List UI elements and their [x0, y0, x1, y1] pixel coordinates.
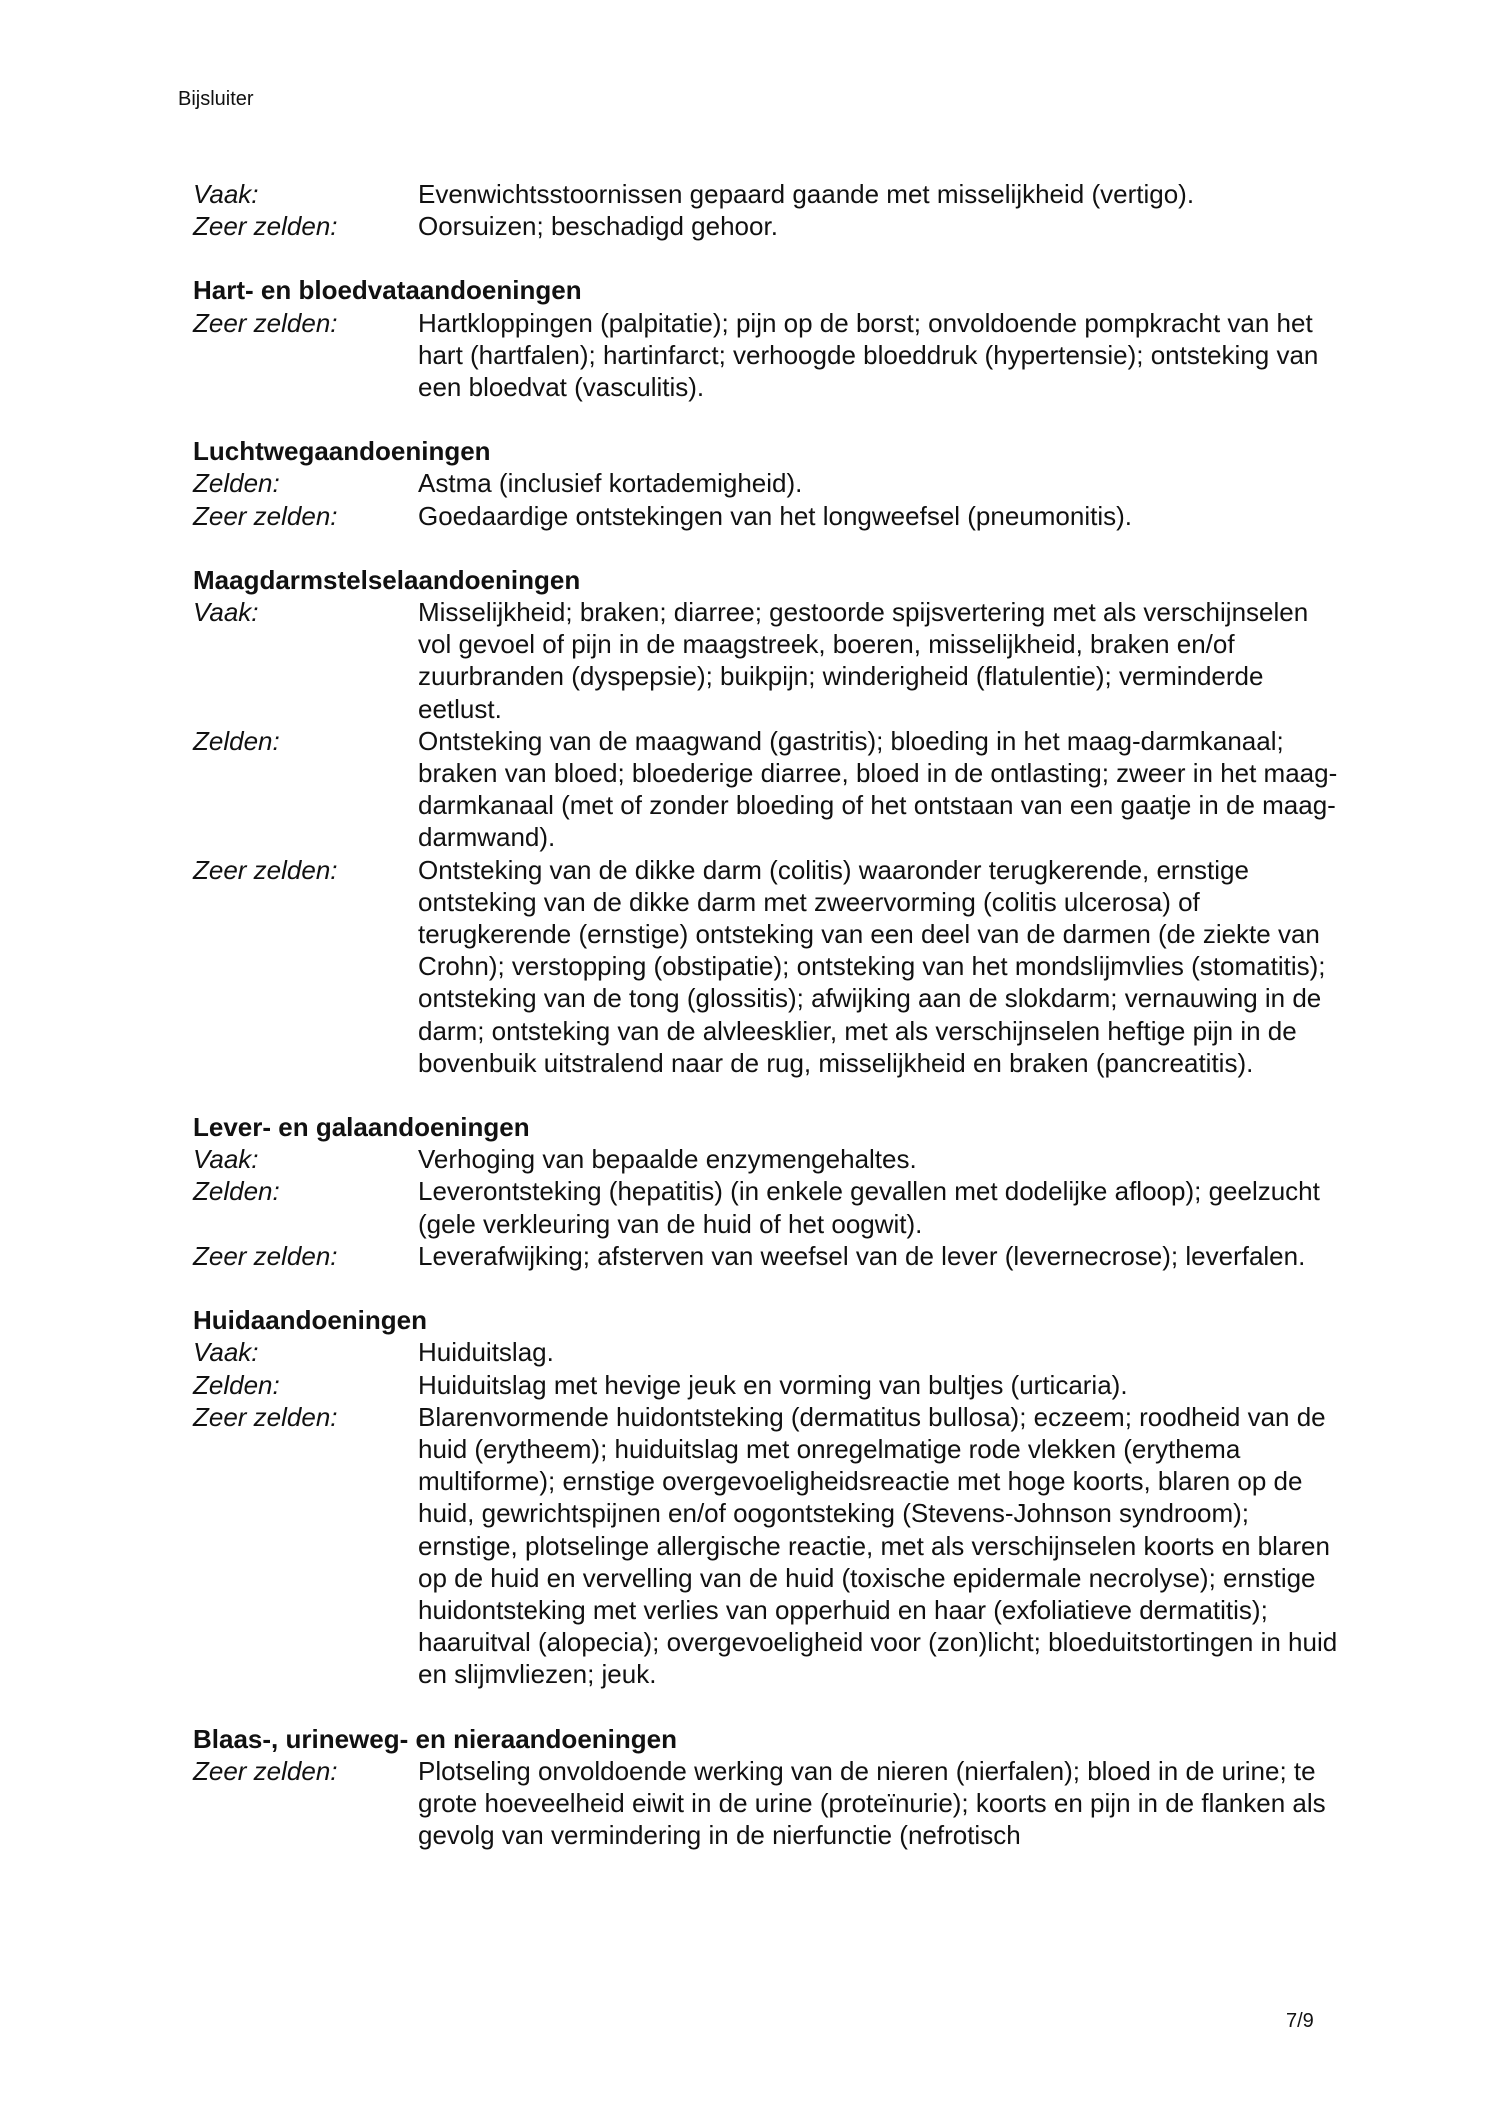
frequency-label: Zeer zelden: — [193, 1755, 338, 1786]
frequency-label: Vaak: — [193, 1144, 259, 1175]
list-item — [193, 500, 1343, 532]
section-heading: Hart- en bloedvataandoeningen — [193, 275, 582, 306]
section-kidney — [193, 1723, 1343, 1852]
frequency-label: Zeer zelden: — [193, 1240, 338, 1271]
effect-description: Leverafwijking; afsterven van weefsel van de lever (levernecrose); leverfalen. — [418, 1240, 1306, 1271]
effect-description: Goedaardige ontstekingen van het longweefsel (pneumonitis). — [418, 500, 1133, 531]
effect-description: Oorsuizen; beschadigd gehoor. — [418, 211, 778, 242]
list-item — [193, 1143, 1343, 1175]
effect-description: Misselijkheid; braken; diarree; gestoorde spijsvertering met als verschijnselen vol gevoel of pijn in de maagstreek, boeren, misselijkheid, braken en/of zuurbranden (dyspepsie); buikpijn; winderigheid (flatulentie); verminderde eetlust. — [418, 597, 1309, 724]
frequency-label: Zeer zelden: — [193, 307, 338, 338]
section-heart — [193, 274, 1343, 403]
section-skin — [193, 1304, 1343, 1690]
frequency-label: Vaak: — [193, 597, 259, 628]
section-heading: Huidaandoeningen — [193, 1305, 427, 1336]
list-item — [193, 1240, 1343, 1272]
list-item — [193, 467, 1343, 499]
frequency-label: Zelden: — [193, 468, 280, 499]
list-item — [193, 178, 1343, 210]
effect-description: Huiduitslag met hevige jeuk en vorming van bultjes (urticaria). — [418, 1369, 1128, 1400]
frequency-label: Zelden: — [193, 725, 280, 756]
page-header: Bijsluiter — [178, 88, 254, 110]
list-item — [193, 1369, 1343, 1401]
list-item — [193, 1755, 1343, 1852]
effect-description: Blarenvormende huidontsteking (dermatitus bullosa); eczeem; roodheid van de huid (erytheem); huiduitslag met onregelmatige rode vlekken (erythema multiforme); ernstige overgevoeligheidsreactie met hoge koorts, blaren op de huid, gewrichtspijnen en/of oogontsteking (Stevens-Johnson syndroom); ernstige, plotselinge allergische reactie, met als verschijnselen koorts en blaren op de huid en vervelling van de huid (toxische epidermale necrolyse); ernstige huidontsteking met verlies van opperhuid en haar (exfoliatieve dermatitis); haaruitval (alopecia); overgevoeligheid voor (zon)licht; bloeduitstortingen in huid en slijmvliezen; jeuk. — [418, 1401, 1338, 1690]
section-heading: Blaas-, urineweg- en nieraandoeningen — [193, 1723, 677, 1754]
effect-description: Evenwichtsstoornissen gepaard gaande met misselijkheid (vertigo). — [418, 179, 1195, 209]
section-respiratory — [193, 435, 1343, 532]
list-item — [193, 854, 1343, 1079]
section-liver — [193, 1111, 1343, 1272]
frequency-label: Vaak: — [193, 179, 259, 209]
list-item — [193, 596, 1343, 725]
list-item — [193, 1401, 1343, 1691]
document-body — [193, 178, 1343, 1883]
list-item — [193, 1336, 1343, 1368]
effect-description: Plotseling onvoldoende werking van de nieren (nierfalen); bloed in de urine; te grote hoeveelheid eiwit in de urine (proteïnurie); koorts en pijn in de flanken als gevolg van vermindering in de nierfunctie (nefrotisch — [418, 1755, 1326, 1851]
list-item — [193, 725, 1343, 854]
section-gastrointestinal — [193, 564, 1343, 1079]
list-item — [193, 210, 1343, 242]
frequency-label: Zelden: — [193, 1369, 280, 1400]
section-heading: Lever- en galaandoeningen — [193, 1112, 530, 1143]
effect-description: Huiduitslag. — [418, 1337, 554, 1368]
list-item — [193, 307, 1343, 404]
frequency-label: Zelden: — [193, 1176, 280, 1207]
page-number: 7/9 — [1286, 2010, 1314, 2032]
frequency-label: Zeer zelden: — [193, 854, 338, 885]
frequency-label: Vaak: — [193, 1337, 259, 1368]
frequency-label: Zeer zelden: — [193, 500, 338, 531]
effect-description: Astma (inclusief kortademigheid). — [418, 468, 803, 499]
section-heading: Maagdarmstelselaandoeningen — [193, 564, 581, 595]
effect-description: Leverontsteking (hepatitis) (in enkele gevallen met dodelijke afloop); geelzucht (gele verkleuring van de huid of het oogwit). — [418, 1176, 1320, 1239]
list-item — [193, 1175, 1343, 1239]
effect-description: Ontsteking van de dikke darm (colitis) waaronder terugkerende, ernstige ontsteking van de dikke darm met zweervorming (colitis ulcerosa) of terugkerende (ernstige) ontsteking van een deel van de darmen (de ziekte van Crohn); verstopping (obstipatie); ontsteking van het mondslijmvlies (stomatitis); ontsteking van de tong (glossitis); afwijking aan de slokdarm; vernauwing in de darm; ontsteking van de alvleesklier, met als verschijnselen heftige pijn in de bovenbuik uitstralend naar de rug, misselijkheid en braken (pancreatitis). — [418, 854, 1326, 1078]
section-heading: Luchtwegaandoeningen — [193, 436, 491, 467]
section-ear — [193, 178, 1343, 242]
frequency-label: Zeer zelden: — [193, 211, 338, 242]
effect-description: Verhoging van bepaalde enzymengehaltes. — [418, 1144, 917, 1175]
effect-description: Ontsteking van de maagwand (gastritis); bloeding in het maag-darmkanaal; braken van bloed; bloederige diarree, bloed in de ontlasting; zweer in het maag-darmkanaal (met of zonder bloeding of het ontstaan van een gaatje in de maag-darmwand). — [418, 725, 1338, 853]
effect-description: Hartkloppingen (palpitatie); pijn op de borst; onvoldoende pompkracht van het hart (hartfalen); hartinfarct; verhoogde bloeddruk (hypertensie); ontsteking van een bloedvat (vasculitis). — [418, 307, 1319, 403]
frequency-label: Zeer zelden: — [193, 1401, 338, 1432]
